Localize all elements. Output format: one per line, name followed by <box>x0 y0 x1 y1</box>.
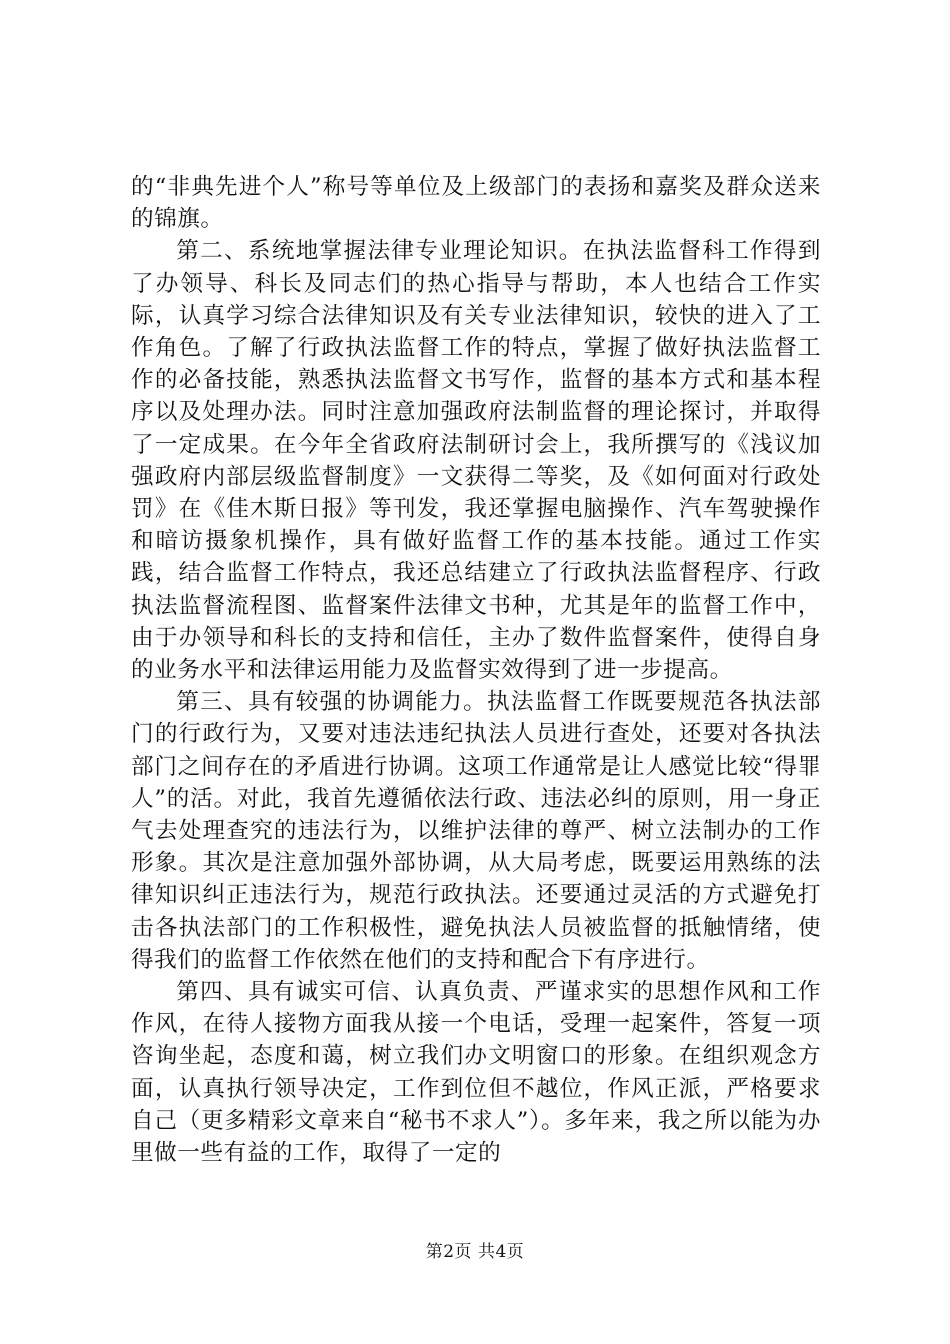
paragraph-section-three: 第三、具有较强的协调能力。执法监督工作既要规范各执法部门的行政行为，又要对违法违纪执法人员进行查处，还要对各执法部门之间存在的矛盾进行协调。这项工作通常是让人感觉比较“得罪人”的活。对此，我首先遵循依法行政、违法必纠的原则，用一身正气去处理查究的违法行为，以维护法律的尊严、树立法制办的工作形象。其次是注意加强外部协调，从大局考虑，既要运用熟练的法律知识纠正违法行为，规范行政执法。还要通过灵活的方式避免打击各执法部门的工作积极性，避免执法人员被监督的抵触情绪，使得我们的监督工作依然在他们的支持和配合下有序进行。 <box>131 689 821 973</box>
paragraph-section-four: 第四、具有诚实可信、认真负责、严谨求实的思想作风和工作作风，在待人接物方面我从接一个电话，受理一起案件，答复一项咨询坐起，态度和蔼，树立我们办文明窗口的形象。在组织观念方面，认真执行领导决定，工作到位但不越位，作风正派，严格要求自己（更多精彩文章来自“秘书不求人”）。多年来，我之所以能为办里做一些有益的工作，取得了一定的 <box>131 979 821 1167</box>
paragraph-continuation: 的“非典先进个人”称号等单位及上级部门的表扬和嘉奖及群众送来的锦旗。 <box>131 174 821 233</box>
page-number-footer: 第2页 共4页 <box>425 1242 525 1262</box>
document-body <box>131 171 821 1169</box>
paragraph-section-two: 第二、系统地掌握法律专业理论知识。在执法监督科工作得到了办领导、科长及同志们的热心指导与帮助，本人也结合工作实际，认真学习综合法律知识及有关专业法律知识，较快的进入了工作角色。了解了行政执法监督工作的特点，掌握了做好执法监督工作的必备技能，熟悉执法监督文书写作，监督的基本方式和基本程序以及处理办法。同时注意加强政府法制监督的理论探讨，并取得了一定成果。在今年全省政府法制研讨会上，我所撰写的《浅议加强政府内部层级监督制度》一文获得二等奖，及《如何面对行政处罚》在《佳木斯日报》等刊发，我还掌握电脑操作、汽车驾驶操作和暗访摄象机操作，具有做好监督工作的基本技能。通过工作实践，结合监督工作特点，我还总结建立了行政执法监督程序、行政执法监督流程图、监督案件法律文书种，尤其是年的监督工作中，由于办领导和科长的支持和信任，主办了数件监督案件，使得自身的业务水平和法律运用能力及监督实效得到了进一步提高。 <box>131 238 821 684</box>
